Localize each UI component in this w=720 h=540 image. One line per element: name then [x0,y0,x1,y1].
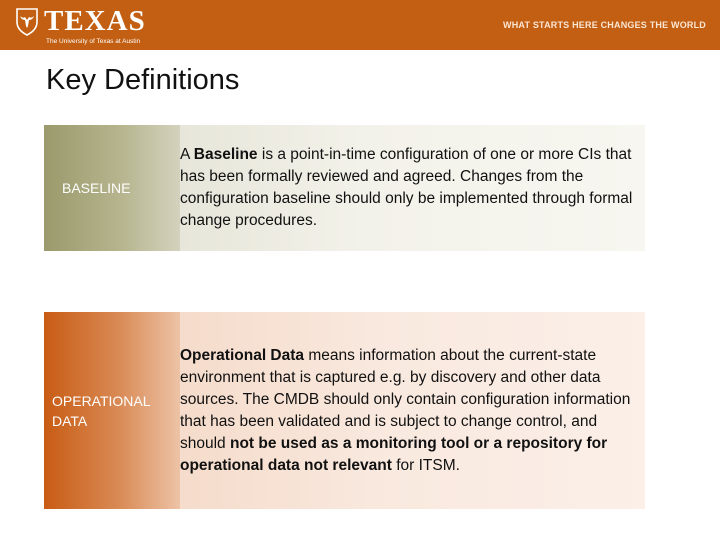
definition-segment: for ITSM. [391,456,460,474]
logo-subline: The University of Texas at Austin [46,38,141,45]
tagline: WHAT STARTS HERE CHANGES THE WORLD [503,20,706,30]
slide-title: Key Definitions [46,64,240,96]
term-cell [44,125,180,251]
term-label: BASELINE [62,180,131,196]
definition-text [180,144,645,232]
logo-wordmark: TEXAS [44,5,146,37]
definition-cell [180,125,645,251]
longhorn-shield-icon [16,8,38,36]
definition-row-baseline [44,125,645,251]
definition-emphasis: not be used as a monitoring tool or a repository for operational data not relevant [180,434,608,474]
definition-emphasis: Operational Data [180,346,305,364]
definition-segment: means information about the current-state environment that is captured e.g. by discovery and other data sources. The CMDB should only contain configuration information that has been validated and is subject to change control, and should [180,346,631,452]
header-bar [0,0,720,50]
definition-cell [180,312,645,509]
definition-row-operational-data [44,312,645,509]
definition-emphasis: Baseline [193,146,258,163]
definition-segment: is a point-in-time configuration of one or more CIs that has been formally reviewed and agreed. Changes from the configuration baseline should only be implemented through formal change procedures. [180,146,633,229]
ut-logo[interactable] [16,6,146,46]
definition-segment: A [180,146,194,163]
term-label: OPERATIONAL DATA [52,392,151,429]
definition-text [180,345,645,477]
term-cell [44,312,180,509]
